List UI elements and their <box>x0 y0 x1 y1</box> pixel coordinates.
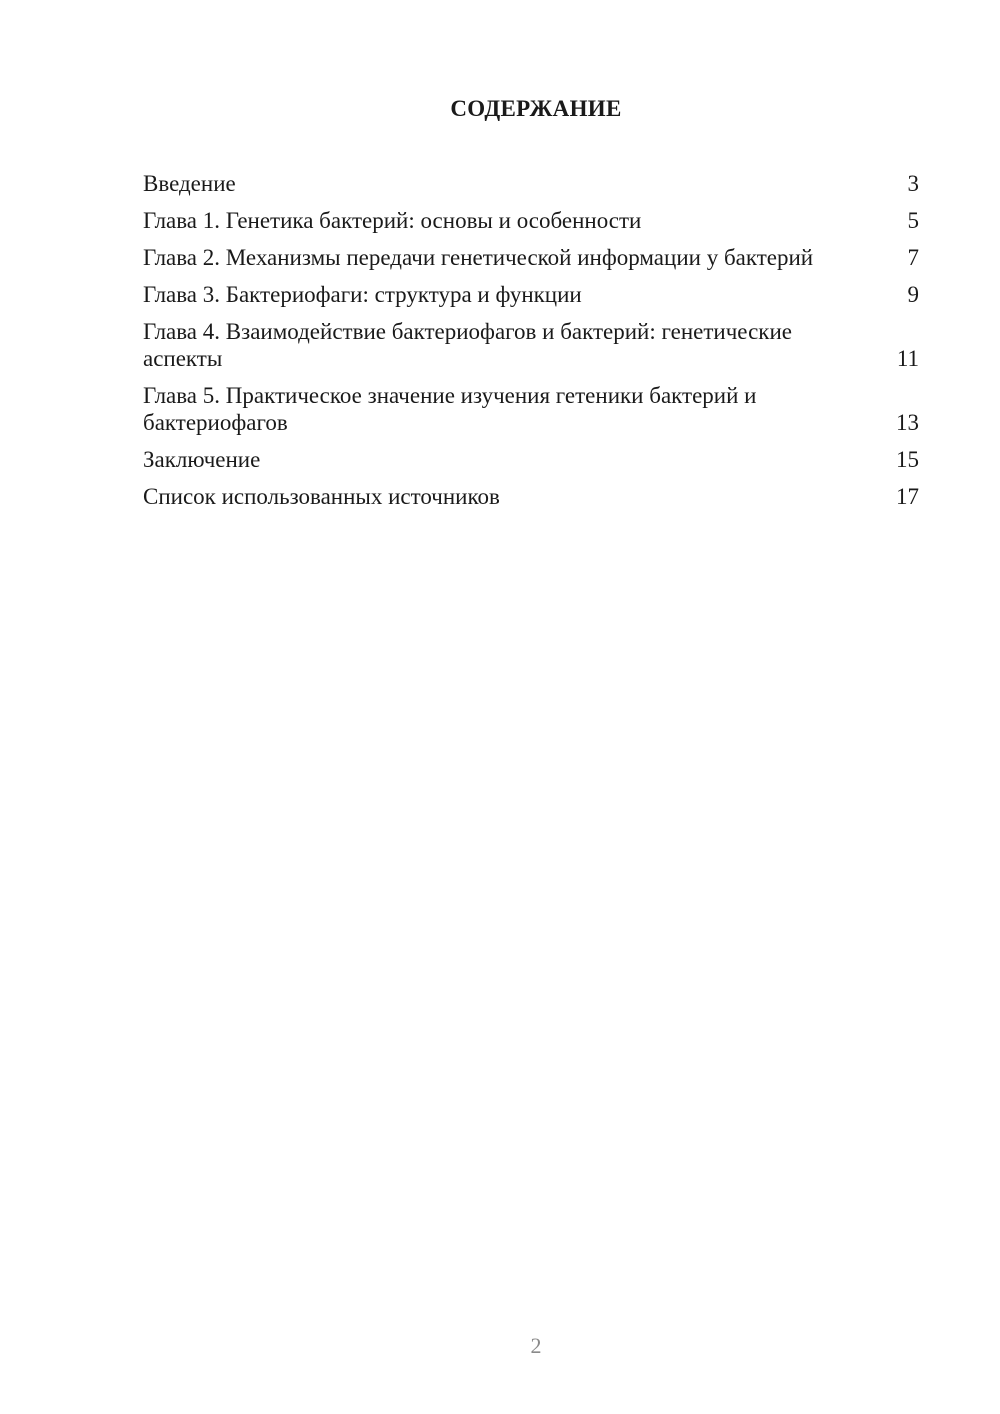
toc-entry-page: 15 <box>896 447 919 472</box>
table-of-contents <box>143 170 919 520</box>
toc-entry-references[interactable] <box>143 483 919 510</box>
toc-entry-page: 17 <box>896 484 919 509</box>
toc-entry-chapter-5[interactable] <box>143 382 919 436</box>
toc-entry-conclusion[interactable] <box>143 446 919 473</box>
toc-entry-page: 7 <box>907 245 919 270</box>
toc-entry-introduction[interactable] <box>143 170 919 197</box>
toc-entry-chapter-1[interactable] <box>143 207 919 234</box>
toc-entry-page: 3 <box>907 171 919 196</box>
toc-entry-page: 9 <box>907 282 919 307</box>
toc-entry-label: Глава 2. Механизмы передачи генетической информации у бактерий <box>143 245 814 270</box>
toc-entry-chapter-3[interactable] <box>143 281 919 308</box>
toc-entry-label: Введение <box>143 171 236 196</box>
page-title: СОДЕРЖАНИЕ <box>450 96 622 121</box>
page-number: 2 <box>530 1333 542 1358</box>
toc-entry-label: Глава 5. Практическое значение изучения гетеники бактерий и бактериофагов <box>143 383 757 435</box>
toc-entry-chapter-2[interactable] <box>143 244 919 271</box>
toc-entry-chapter-4[interactable] <box>143 318 919 372</box>
toc-entry-label: Заключение <box>143 447 261 472</box>
toc-entry-label: Глава 4. Взаимодействие бактериофагов и бактерий: генетические аспекты <box>143 319 792 371</box>
toc-entry-page: 5 <box>907 208 919 233</box>
toc-entry-page: 11 <box>896 346 919 371</box>
toc-entry-label: Глава 1. Генетика бактерий: основы и особенности <box>143 208 642 233</box>
toc-entry-label: Глава 3. Бактериофаги: структура и функции <box>143 282 582 307</box>
toc-entry-label: Список использованных источников <box>143 484 500 509</box>
toc-entry-page: 13 <box>896 410 919 435</box>
